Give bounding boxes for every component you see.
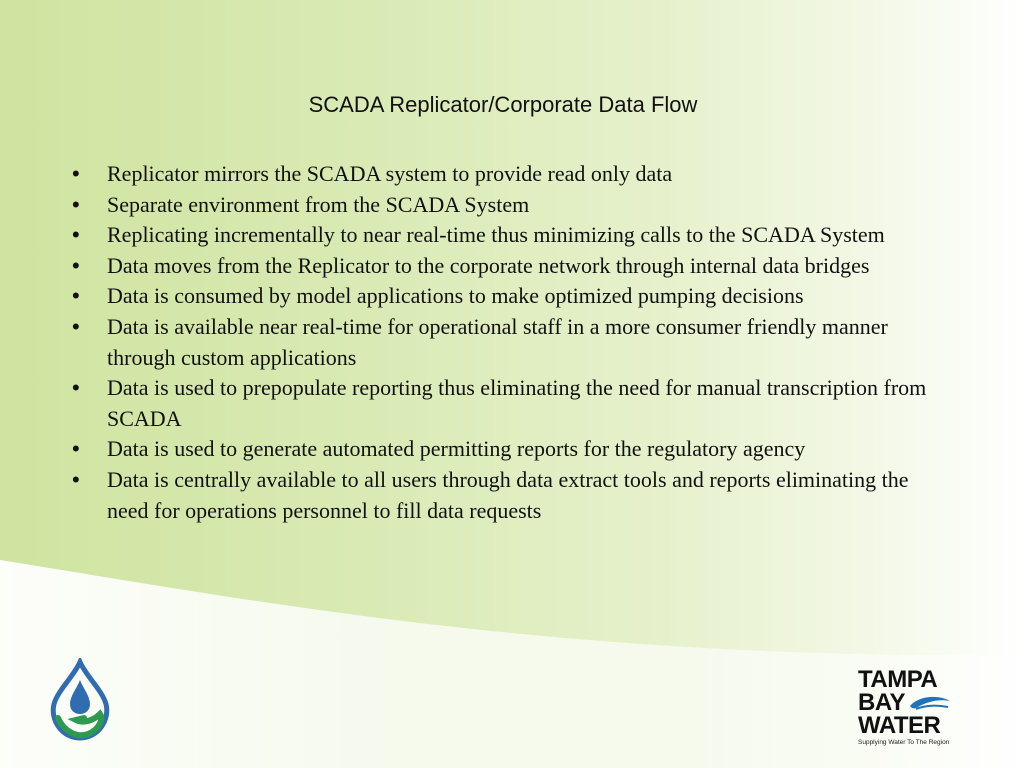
logo-text-water: WATER — [858, 712, 941, 739]
water-drop-g-logo-icon — [44, 658, 116, 742]
bullet-item: • Separate environment from the SCADA System — [72, 190, 952, 221]
bullet-list — [72, 159, 952, 526]
bullet-item: • Data is centrally available to all users through data extract tools and reports eliminating the need for operations personnel to fill data requests — [72, 465, 952, 526]
slide-title: SCADA Replicator/Corporate Data Flow — [308, 92, 698, 117]
bullet-item: • Data is consumed by model applications to make optimized pumping decisions — [72, 281, 952, 312]
bullet-item: • Replicating incrementally to near real-time thus minimizing calls to the SCADA System — [72, 220, 952, 251]
wave-drop-icon — [908, 693, 952, 713]
bullet-item: • Data is used to prepopulate reporting thus eliminating the need for manual transcription from SCADA — [72, 373, 952, 434]
bullet-item: • Replicator mirrors the SCADA system to provide read only data — [72, 159, 952, 190]
bullet-item: • Data moves from the Replicator to the corporate network through internal data bridges — [72, 251, 952, 282]
logo-text-bay: BAY — [858, 689, 905, 716]
logo-row-bay — [858, 691, 968, 714]
bullet-item: • Data is available near real-time for operational staff in a more consumer friendly manner through custom applications — [72, 312, 952, 373]
bullet-item: • Data is used to generate automated permitting reports for the regulatory agency — [72, 434, 952, 465]
tampa-bay-water-logo — [858, 668, 968, 756]
logo-tagline: Supplying Water To The Region — [858, 739, 950, 746]
logo-text-tampa: TAMPA — [858, 666, 938, 693]
